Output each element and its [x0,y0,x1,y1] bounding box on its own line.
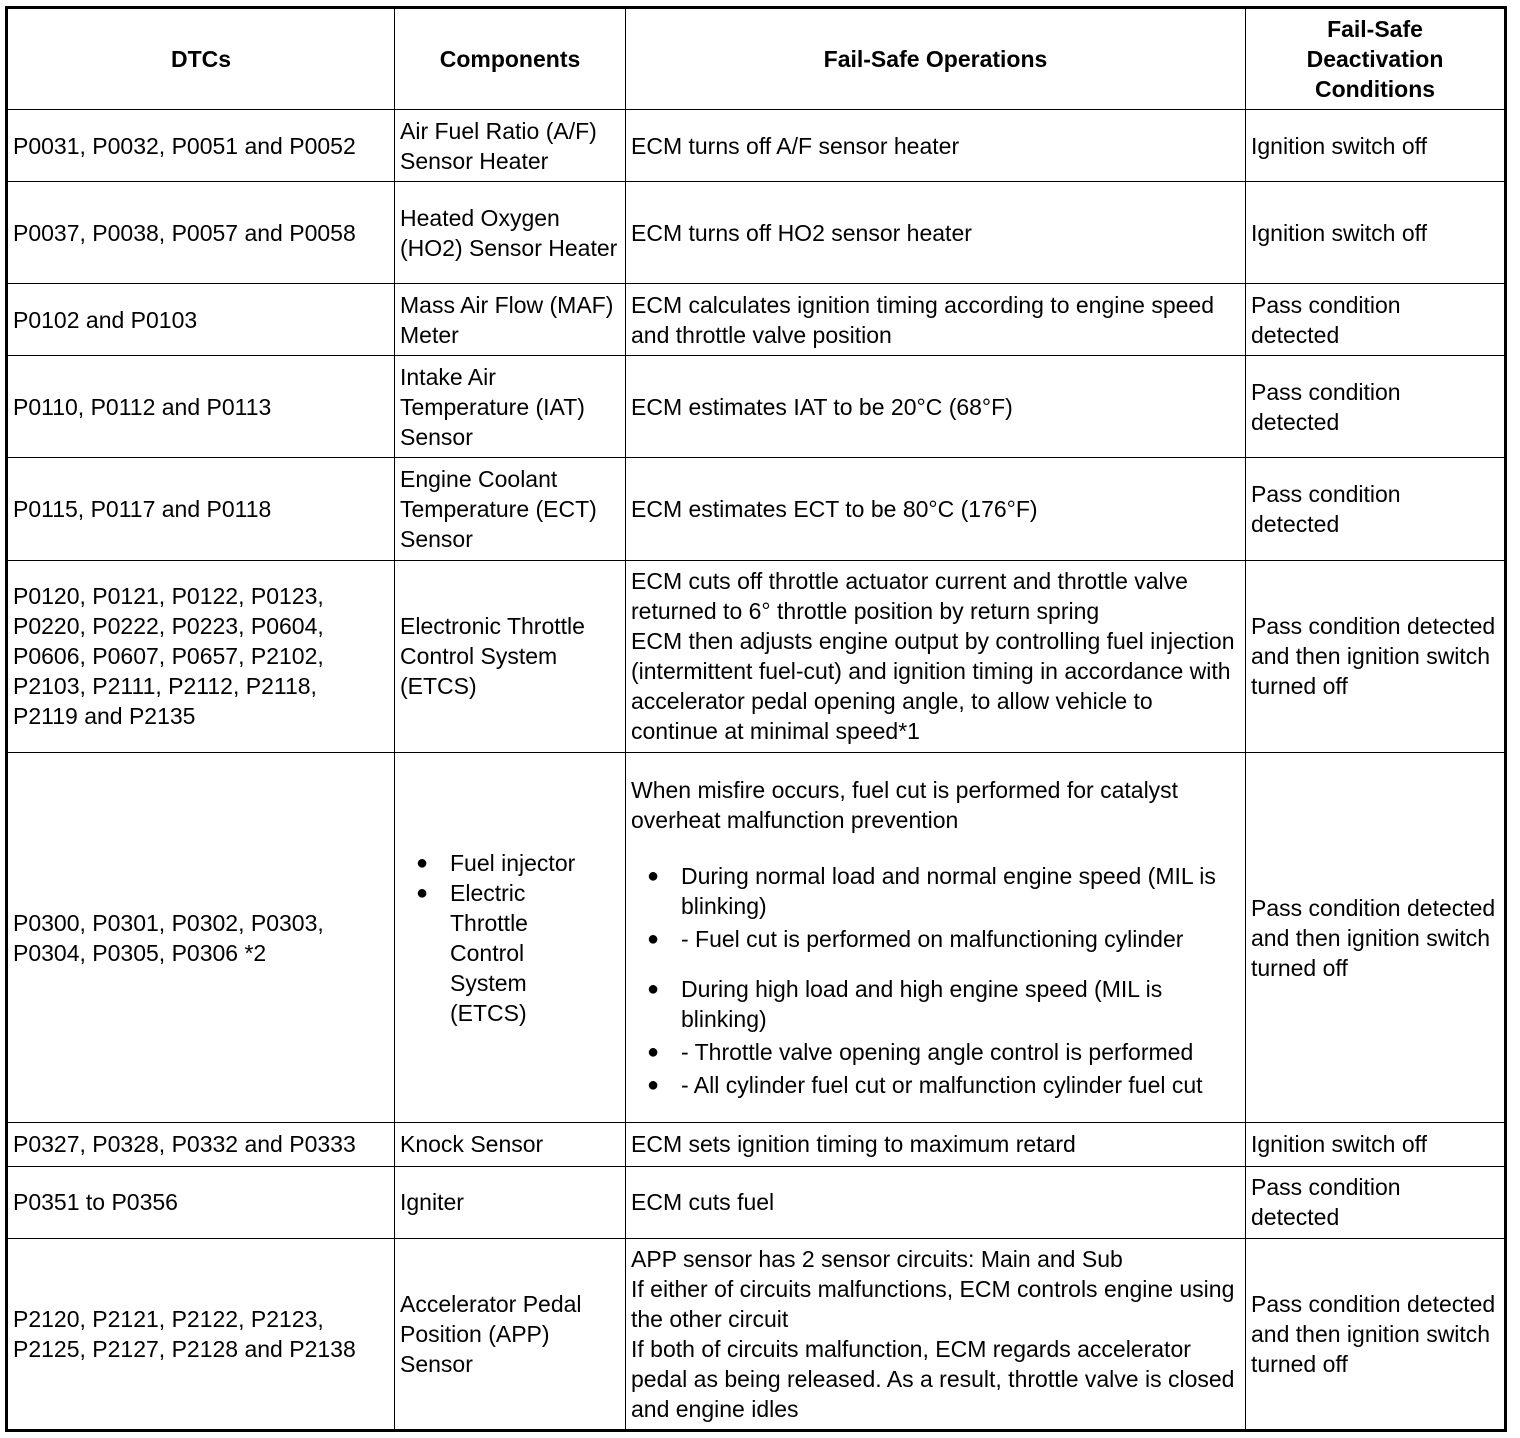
operation-cell: ECM cuts fuel [626,1166,1246,1238]
table-row [7,284,1506,356]
operation-bullet-list [631,861,1240,1100]
dtc-cell: P0115, P0117 and P0118 [7,458,395,560]
table-row [7,752,1506,1123]
operation-cell [626,560,1246,752]
deactivation-cell: Pass condition detected and then ignition switch turned off [1246,752,1506,1123]
table-row [7,182,1506,284]
dtc-cell: P0300, P0301, P0302, P0303, P0304, P0305, P0306 *2 [7,752,395,1123]
deactivation-cell: Pass condition detected and then ignition switch turned off [1246,560,1506,752]
component-cell: Igniter [395,1166,626,1238]
header-row [7,8,1506,110]
component-cell: Heated Oxygen (HO2) Sensor Heater [395,182,626,284]
dtc-cell: P0110, P0112 and P0113 [7,356,395,458]
list-item: ● - Fuel cut is performed on malfunctioning cylinder [631,924,1240,954]
operation-line: APP sensor has 2 sensor circuits: Main and Sub [631,1245,1123,1272]
operation-cell [626,1238,1246,1430]
component-cell: Electronic Throttle Control System (ETCS) [395,560,626,752]
component-cell: Engine Coolant Temperature (ECT) Sensor [395,458,626,560]
header-deactivation: Fail-Safe Deactivation Conditions [1246,8,1506,110]
operation-line: ECM then adjusts engine output by controlling fuel injection (intermittent fuel-cut) and ignition timing in accordance with accelerator pedal opening angle, to allow vehicle to continue at minimal speed*1 [631,628,1235,745]
table-row [7,1238,1506,1430]
operation-cell: ECM calculates ignition timing according to engine speed and throttle valve position [626,284,1246,356]
component-cell: Air Fuel Ratio (A/F) Sensor Heater [395,110,626,182]
deactivation-cell: Pass condition detected and then ignition switch turned off [1246,1238,1506,1430]
table-row [7,356,1506,458]
list-item: ● During normal load and normal engine speed (MIL is blinking) [631,861,1240,921]
deactivation-cell: Ignition switch off [1246,182,1506,284]
operation-intro: When misfire occurs, fuel cut is performed for catalyst overheat malfunction prevention [631,777,1179,834]
dtc-cell: P0037, P0038, P0057 and P0058 [7,182,395,284]
table-row [7,110,1506,182]
deactivation-cell: Pass condition detected [1246,356,1506,458]
list-item: ● - All cylinder fuel cut or malfunction cylinder fuel cut [631,1070,1240,1100]
table-row [7,458,1506,560]
operation-line: ECM cuts off throttle actuator current and throttle valve returned to 6° throttle position by return spring [631,568,1188,625]
component-cell [395,752,626,1123]
component-list [400,848,620,1028]
component-cell: Accelerator Pedal Position (APP) Sensor [395,1238,626,1430]
operation-cell: ECM turns off A/F sensor heater [626,110,1246,182]
dtc-cell: P0102 and P0103 [7,284,395,356]
deactivation-cell: Pass condition detected [1246,284,1506,356]
header-components: Components [395,8,626,110]
list-item: ● Electric Throttle Control System (ETCS) [400,878,620,1028]
deactivation-cell: Pass condition detected [1246,458,1506,560]
dtc-cell: P0031, P0032, P0051 and P0052 [7,110,395,182]
header-operations: Fail-Safe Operations [626,8,1246,110]
dtc-cell: P0120, P0121, P0122, P0123, P0220, P0222, P0223, P0604, P0606, P0607, P0657, P2102, P2103, P2111, P2112, P2118, P2119 and P2135 [7,560,395,752]
operation-cell: ECM estimates IAT to be 20°C (68°F) [626,356,1246,458]
dtc-cell: P0351 to P0356 [7,1166,395,1238]
component-cell: Intake Air Temperature (IAT) Sensor [395,356,626,458]
deactivation-cell: Ignition switch off [1246,110,1506,182]
list-item: ● During high load and high engine speed (MIL is blinking) [631,974,1240,1034]
deactivation-cell: Ignition switch off [1246,1123,1506,1166]
table-row [7,560,1506,752]
component-cell: Knock Sensor [395,1123,626,1166]
deactivation-cell: Pass condition detected [1246,1166,1506,1238]
operation-line: If both of circuits malfunction, ECM regards accelerator pedal as being released. As a result, throttle valve is closed and engine idles [631,1335,1235,1422]
operation-line: If either of circuits malfunctions, ECM controls engine using the other circuit [631,1275,1235,1332]
operation-cell: ECM sets ignition timing to maximum retard [626,1123,1246,1166]
table-row [7,1166,1506,1238]
list-item: ● - Throttle valve opening angle control is performed [631,1037,1240,1067]
operation-cell: ECM estimates ECT to be 80°C (176°F) [626,458,1246,560]
dtc-cell: P0327, P0328, P0332 and P0333 [7,1123,395,1166]
operation-cell: ECM turns off HO2 sensor heater [626,182,1246,284]
header-dtcs: DTCs [7,8,395,110]
dtc-cell: P2120, P2121, P2122, P2123, P2125, P2127, P2128 and P2138 [7,1238,395,1430]
fail-safe-table [5,6,1507,1432]
operation-cell [626,752,1246,1123]
table-row [7,1123,1506,1166]
component-cell: Mass Air Flow (MAF) Meter [395,284,626,356]
list-item: ● Fuel injector [400,848,620,878]
